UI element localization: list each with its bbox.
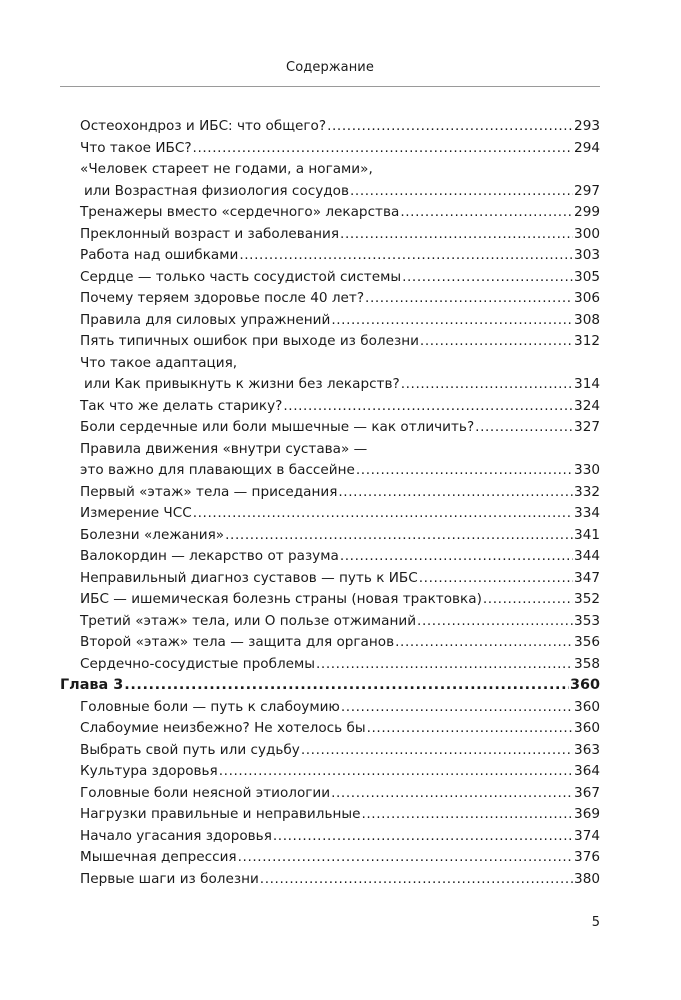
toc-entry [60, 503, 600, 525]
dot-leader [395, 632, 573, 654]
dot-leader [219, 761, 573, 783]
toc-entry-page: 308 [574, 311, 600, 328]
dot-leader [193, 138, 574, 160]
toc-entry-title: Измерение ЧСС [80, 505, 192, 521]
toc-entry [60, 288, 600, 310]
toc-entry-title: Правила для силовых упражнений [80, 311, 331, 328]
toc-entry-title: Первые шаги из болезни [80, 870, 259, 887]
toc-entry [60, 589, 600, 611]
toc-entry-title: Первый «этаж» тела — приседания [80, 483, 338, 500]
toc-entry [60, 546, 600, 568]
toc-entry [60, 804, 600, 826]
page-number: 5 [591, 915, 600, 930]
toc-entry-page: 297 [574, 182, 600, 199]
toc-entry [60, 396, 600, 418]
dot-leader [239, 245, 573, 267]
toc-entry-page: 334 [574, 505, 600, 521]
dot-leader [350, 181, 573, 203]
dot-leader [402, 267, 573, 289]
dot-leader [301, 740, 573, 762]
toc-entry [60, 568, 600, 590]
toc-entry-title: Так что же делать старику? [80, 397, 283, 414]
dot-leader [225, 525, 573, 547]
dot-leader [331, 310, 573, 332]
toc-chapter-entry [60, 675, 600, 697]
toc-entry [60, 202, 600, 224]
dot-leader [483, 589, 573, 611]
toc-entry-title: или Возрастная физиология сосудов [84, 182, 349, 199]
toc-entry-title: Выбрать свой путь или судьбу [80, 741, 300, 758]
toc-entry-page: 306 [574, 290, 600, 306]
toc-entry-page: 330 [574, 462, 600, 478]
toc-entry-page: 303 [574, 247, 600, 263]
dot-leader [475, 417, 573, 439]
toc-entry [60, 224, 600, 246]
toc-entry-page: 293 [574, 118, 600, 134]
toc-entry-title: «Человек стареет не годами, а ногами», [80, 161, 373, 177]
toc-entry [60, 482, 600, 504]
toc-entry [60, 267, 600, 289]
toc-entry-title: Глава 3 [60, 677, 124, 693]
toc-entry-page: 312 [574, 333, 600, 349]
dot-leader [327, 116, 573, 138]
dot-leader [419, 568, 573, 590]
toc-entry-page: 360 [569, 677, 600, 693]
toc-entry-page: 344 [574, 548, 600, 564]
toc-entry [60, 439, 600, 461]
dot-leader [124, 675, 569, 697]
dot-leader [340, 224, 573, 246]
toc-entry-title: Что такое ИБС? [80, 139, 192, 156]
toc-entry-title: Что такое адаптация, [80, 354, 238, 371]
dot-leader [338, 482, 573, 504]
toc-entry [60, 869, 600, 891]
toc-entry-page: 314 [574, 376, 600, 392]
toc-entry-page: 380 [574, 870, 600, 887]
toc-entry-title: Валокордин — лекарство от разума [80, 548, 339, 564]
dot-leader [340, 546, 573, 568]
toc-entry-title: Культура здоровья [80, 763, 218, 779]
toc-entry-page: 364 [574, 763, 600, 779]
toc-entry-page: 353 [574, 612, 600, 629]
toc-entry [60, 159, 600, 181]
toc-entry-title: Неправильный диагноз суставов — путь к ИБС [80, 569, 418, 586]
toc-entry-page: 356 [574, 634, 600, 650]
toc-entry-page: 376 [574, 849, 600, 865]
toc-entry [60, 611, 600, 633]
toc-entry-page: 363 [574, 741, 600, 758]
toc-entry-page: 374 [574, 827, 600, 844]
toc-entry-title: Болезни «лежания» [80, 526, 225, 543]
toc-entry-title: Боли сердечные или боли мышечные — как отличить? [80, 419, 475, 435]
toc-entry [60, 654, 600, 676]
toc-entry-page: 347 [574, 569, 600, 586]
toc-entry-page: 299 [574, 204, 600, 220]
dot-leader [316, 654, 573, 676]
toc-entry [60, 138, 600, 160]
dot-leader [260, 869, 573, 891]
dot-leader [401, 374, 573, 396]
toc-entry [60, 460, 600, 482]
toc-entry-title: это важно для плавающих в бассейне [80, 462, 355, 478]
toc-entry [60, 310, 600, 332]
toc-entry [60, 761, 600, 783]
dot-leader [283, 396, 573, 418]
toc-entry [60, 181, 600, 203]
toc-entry-title: Второй «этаж» тела — защита для органов [80, 634, 395, 650]
toc-entry [60, 718, 600, 740]
toc-entry-title: Головные боли неясной этиологии [80, 784, 331, 801]
dot-leader [341, 697, 573, 719]
toc-entry [60, 847, 600, 869]
toc-entry [60, 783, 600, 805]
dot-leader [417, 611, 573, 633]
toc-entry-title: Почему теряем здоровье после 40 лет? [80, 290, 365, 306]
toc-entry-title: Головные боли — путь к слабоумию [80, 698, 340, 715]
toc-entry [60, 697, 600, 719]
toc-entry-title: Сердце — только часть сосудистой системы [80, 268, 402, 285]
toc-entry [60, 740, 600, 762]
toc-entry [60, 331, 600, 353]
toc-entry-page: 358 [574, 655, 600, 672]
toc-entry-title: Преклонный возраст и заболевания [80, 225, 340, 242]
toc-entry [60, 353, 600, 375]
toc-entry-title: Правила движения «внутри сустава» — [80, 440, 368, 457]
toc-entry-title: Мышечная депрессия [80, 849, 237, 865]
dot-leader [400, 202, 573, 224]
toc-entry [60, 632, 600, 654]
toc-entry-page: 352 [574, 591, 600, 607]
toc-entry-page: 369 [574, 806, 600, 822]
toc-entry [60, 525, 600, 547]
dot-leader [193, 503, 573, 525]
toc-entry-title: Сердечно-сосудистые проблемы [80, 655, 315, 672]
toc-entry-title: или Как привыкнуть к жизни без лекарств? [84, 376, 400, 392]
toc-entry-page: 305 [574, 268, 600, 285]
toc-entry-title: Слабоумие неизбежно? Не хотелось бы [80, 720, 366, 736]
table-of-contents [60, 116, 600, 890]
toc-entry-title: Тренажеры вместо «сердечного» лекарства [80, 204, 400, 220]
toc-entry-page: 324 [574, 397, 600, 414]
toc-entry-title: Остеохондроз и ИБС: что общего? [80, 118, 327, 134]
toc-entry-title: Пять типичных ошибок при выходе из болезни [80, 333, 419, 349]
header-rule [60, 86, 600, 87]
dot-leader [273, 826, 573, 848]
toc-entry-page: 360 [574, 720, 600, 736]
running-header: Содержание [286, 60, 374, 75]
toc-entry-page: 327 [574, 419, 600, 435]
toc-entry [60, 116, 600, 138]
toc-entry-title: Нагрузки правильные и неправильные [80, 806, 361, 822]
toc-entry-page: 294 [574, 139, 600, 156]
toc-entry-title: Третий «этаж» тела, или О пользе отжиманий [80, 612, 417, 629]
toc-entry-title: Работа над ошибками [80, 247, 239, 263]
toc-entry-title: Начало угасания здоровья [80, 827, 272, 844]
toc-entry-page: 300 [574, 225, 600, 242]
toc-entry-page: 360 [574, 698, 600, 715]
dot-leader [331, 783, 573, 805]
dot-leader [356, 460, 573, 482]
toc-entry [60, 245, 600, 267]
dot-leader [367, 718, 573, 740]
toc-entry-page: 332 [574, 483, 600, 500]
toc-entry [60, 417, 600, 439]
toc-entry-page: 341 [574, 526, 600, 543]
dot-leader [365, 288, 573, 310]
toc-entry-title: ИБС — ишемическая болезнь страны (новая трактовка) [80, 591, 482, 607]
dot-leader [361, 804, 573, 826]
toc-entry [60, 374, 600, 396]
dot-leader [420, 331, 573, 353]
dot-leader [238, 847, 573, 869]
toc-entry-page: 367 [574, 784, 600, 801]
toc-entry [60, 826, 600, 848]
